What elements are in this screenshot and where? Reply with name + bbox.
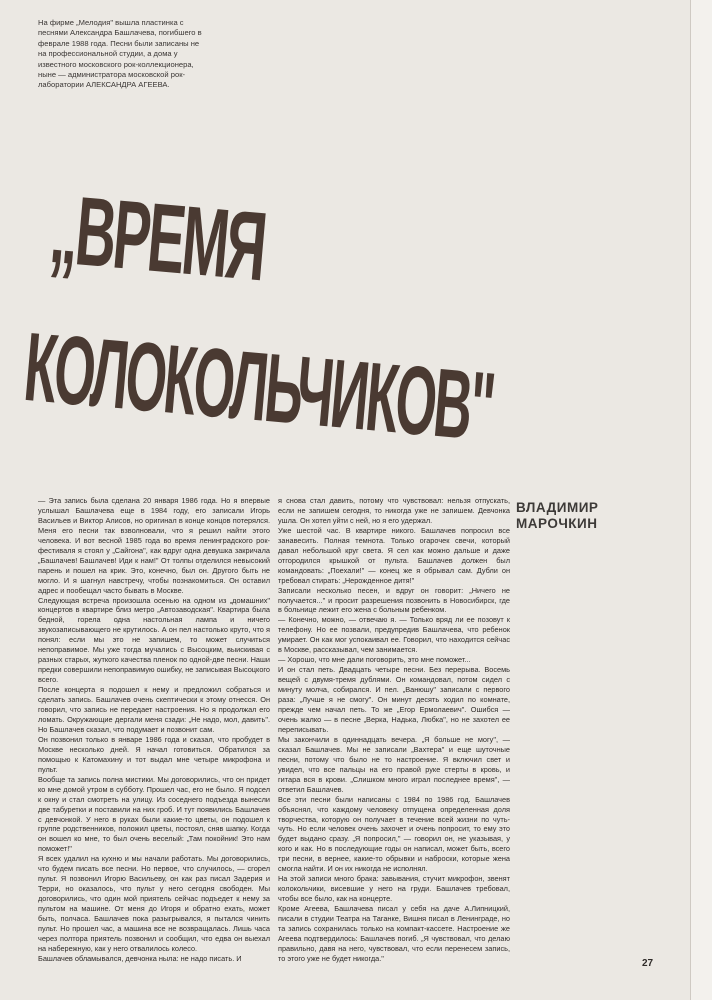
paragraph: Все эти песни были написаны с 1984 по 1986 год. Башлачев объяснял, что каждому человеку отпущена определенная доля творчества, которую он получает в течение всей жизни по чуть-чуть. Но если человек очень захочет и очень попросит, то ему это будет выдано сразу. „Я попросил," — говорил он, не указывая, у кого и как. Но в последующие годы он написал, может быть, всего три песни, в вернее, какие-то обрывки и наброски, которые жена смогла найти. И он их никогда не исполнял.	[278, 794, 510, 874]
body-column-2	[278, 496, 510, 964]
paragraph: Вообще та запись полна мистики. Мы договорились, что он придет ко мне домой утром в субботу. Прошел час, его не было. Я подсел к окну и стал смотреть на улицу. Из соседнего подъезда вынесли две табуретки и поставили на них гроб. И тут появились Башлачев с девчонкой. У него в руках были какие-то цветы, он подошел к группе родственников, положил цветы, постоял, сняв шапку. Когда он вошел ко мне, то был очень веселый: „Там покойник! Это нам поможет!"	[38, 774, 270, 854]
body-column-1	[38, 496, 270, 964]
title-line-2: КОЛОКОЛЬЧИКОВ"	[20, 311, 497, 462]
paragraph: Он позвонил только в январе 1986 года и сказал, что пробудет в Москве несколько дней. Я начал готовиться. Обратился за помощью к Катомахину и тот выдал мне четыре микрофона и пульт.	[38, 734, 270, 774]
paragraph: Мы закончили в одиннадцать вечера. „Я больше не могу", — сказал Башлачев. Мы не записали „Вахтера" и еще шуточные песни, потому что было не то настроение. Я включил свет и увидел, что все пальцы на его правой руке стерты в кровь, и гитара вся в крови. „Слишком много играл последнее время", — ответил Башлачев.	[278, 734, 510, 794]
paragraph: Следующая встреча произошла осенью на одном из „домашних" концертов в квартире близ метро „Автозаводская". Квартира была бедной, горела одна настольная лампа и ничего звукозаписывающего не крутилось. А он пел настолько круто, что я понял: если мы это не запишем, то может случиться непоправимое. Мы уже тогда мучались с Высоцким, выискивая с разных старых, жуткого качества пленок по одной-две песни. Наши предки совершили непоправимую ошибку, не записывая Высоцкого всего.	[38, 595, 270, 685]
author-last-name: МАРОЧКИН	[516, 516, 598, 531]
paragraph: я снова стал давить, потому что чувствовал: нельзя отпускать, если не запишем сегодня, то никогда уже не запишем. Девчонка ушла. Он хотел уйти с ней, но я его удержал.	[278, 496, 510, 525]
paragraph: Я всех удалил на кухню и мы начали работать. Мы договорились, что будем писать все песни. Но первое, что случилось, — сгорел пульт. Я позвонил Игорю Васильеву, он как раз писал Задерия и Терри, но оказалось, что пульт у него сегодня свободен. Мы договорились, что один мой приятель сейчас подъедет к нему за пультом на машине. От меня до Игоря и обратно ехать, может быть, полчаса. Башлачев пока разыгрывался, я пытался чинить пульт. Но прошел час, а машина все не возвращалась. Лишь часа через полтора приятель позвонил и сообщил, что едва он выехал на набережную, как у него отвалилось колесо.	[38, 854, 270, 953]
paragraph: — Конечно, можно, — отвечаю я. — Только вряд ли ее позовут к телефону. Но ее позвали, предупредив Башлачева, что ребенок умирает. Он как мог успокаивал ее. Говорил, что находится сейчас в Москве, рассказывал, чем занимается.	[278, 615, 510, 655]
paragraph: Башлачев обламывался, девчонка ныла: не надо писать. И	[38, 953, 242, 963]
paragraph: На этой записи много брака: завывания, стучит микрофон, звенят колокольчики, висевшие у него на груди. Башлачев требовал, чтобы все было, как на концерте.	[278, 874, 510, 904]
page-number: 27	[642, 958, 654, 969]
paragraph: — Эта запись была сделана 20 января 1986 года. Но я впервые услышал Башлачева еще в 1984 году, его записали Игорь Васильев и Виктор Алисов, но оригинал в конце концов потерялся. Меня его песни так взволновали, что я решил найти этого человека. И вот весной 1985 года во время ленинградского рок-фестиваля я стоял у „Сайгона", как вдруг одна девушка закричала „Башлачев! Башлачев! Иди к нам!" От толпы отделился невысокий парень и пошел на крик. Это, конечно, был он. Другого быть не могло. И я шагнул навстречу, чтобы познакомиться. Он оставил адрес и пообещал часто бывать в Москве.	[38, 496, 270, 595]
intro-text	[38, 18, 203, 91]
paragraph: Кроме Агеева, Башлачева писал у себя на даче А.Липницкий, писали в студии Театра на Таганке, Вишня писал в Ленинграде, но та запись сохранилась только на компакт-кассете. Настроение же Агеева подтвердилось: Башлачев погиб. „Я чувствовал, что делаю правильно, давя на него, чувствовал, что если перенесем запись, то этого уже не будет никогда."	[278, 904, 510, 963]
page-edge	[690, 0, 712, 1000]
paragraph: И он стал петь. Двадцать четыре песни. Без перерыва. Восемь вещей с двумя-тремя дублями. Он командовал, потом сидел с минуту молча, собирался. И пел. „Ванюшу" записали с первого раза: „Лучше я не смогу". Он минут десять ходил по комнате, прежде чем начал петь. То же „Егор Ермолаевич". Ошибся — очень жалко — в песне „Верка, Надька, Любка", но не захотел ее переписывать.	[278, 665, 510, 734]
paragraph: Уже шестой час. В квартире никого. Башлачев попросил все занавесить. Полная темнота. Только огарочек свечи, который давал небольшой круг света. Я сел как можно дальше и даже отгородился крышкой от пульта. Башлачев должен был командовать: „Поехали!" — конец же я обрывал сам. Дубли он требовал стирать: „Нерожденное дитя!"	[278, 525, 510, 585]
author-first-name: ВЛАДИМИР	[516, 500, 599, 515]
paragraph: После концерта я подошел к нему и предложил собраться и сделать запись. Башлачев очень скептически к этому отнесся. Он говорил, что запись не передает настроения. Но я продолжал его ломать. Окружающие дергали меня сзади: „Не надо, мол, давить". Но Башлачев сказал, что подумает и позвонит сам.	[38, 685, 270, 734]
paragraph: Записали несколько песен, и вдруг он говорит: „Ничего не получается..." и просит разрешения позвонить в Новосибирск, где в больнице лежит его жена с больным ребенком.	[278, 585, 510, 615]
article-title	[22, 160, 562, 460]
intro-paragraph: На фирме „Мелодия" вышла пластинка с песнями Александра Башлачева, погибшего в феврале 1988 года. Песни были записаны не на профессиональной студии, а дома у известного московского рок-коллекционера, ныне — администратора московской рок-лаборатории АЛЕКСАНДРА АГЕЕВА.	[38, 18, 202, 90]
author-byline	[516, 500, 666, 532]
title-line-1: „ВРЕМЯ	[46, 173, 269, 302]
paragraph: — Хорошо, что мне дали поговорить, это мне поможет...	[278, 655, 471, 665]
